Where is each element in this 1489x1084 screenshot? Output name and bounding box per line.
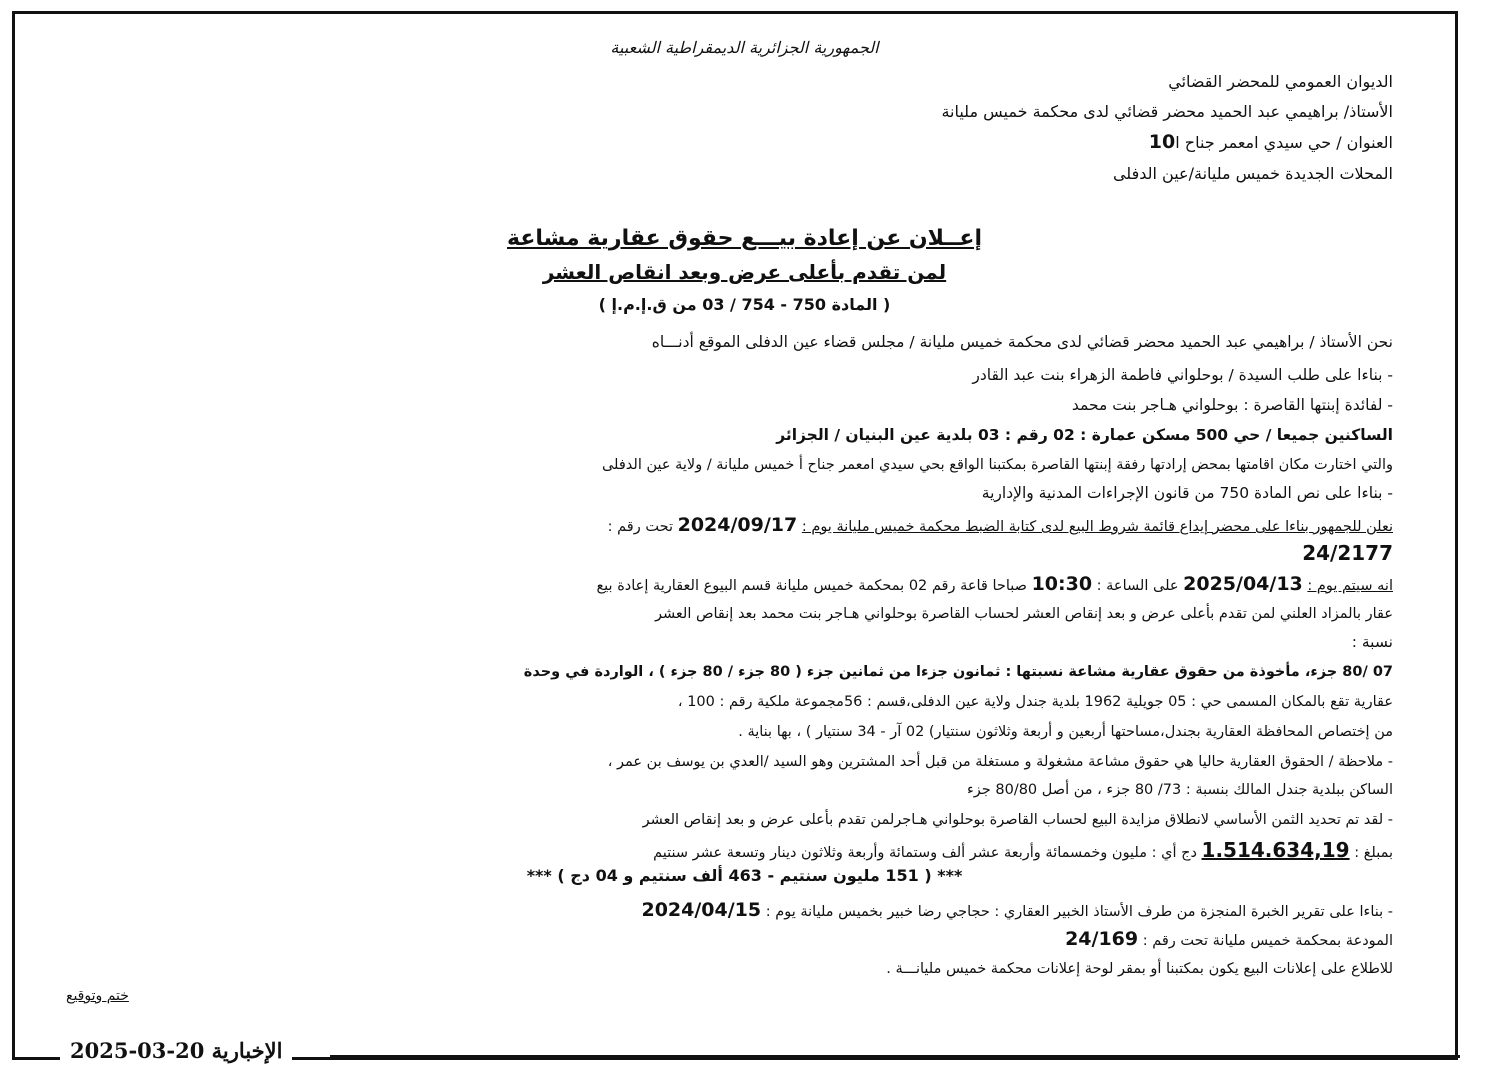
body-line-17: بمبلغ : 1.514.634,19 دج أي : مليون وخمسمائة وأربعة عشر ألف وستمائة وأربعة وثلاثون دينار وتسعة عشر سنتيم: [653, 838, 1393, 862]
body-line-16: - لقد تم تحديد الثمن الأساسي لانطلاق مزايدة البيع لحساب القاصرة بوحلواني هـاجرلمن تقدم بأعلى عرض و بعد إنقاص العشر: [642, 812, 1393, 828]
body-line-8: انه سيتم يوم : 2025/04/13 على الساعة : 10:30 صباحا قاعة رقم 02 بمحكمة خميس مليانة قسم البيوع العقارية إعادة بيع: [596, 573, 1393, 595]
signature-label: ختم وتوقيع: [66, 988, 129, 1004]
body-line-9: عقار بالمزاد العلني لمن تقدم بأعلى عرض و بعد إنقاص العشر لحساب القاصرة بوحلواني هـاجر بنت محمد بعد إنقاص العشر: [655, 606, 1393, 622]
body-line-14: - ملاحظة / الحقوق العقارية حاليا هي حقوق مشاعة مشغولة و مستغلة من قبل أحد المشترين وهو السيد /العدي بن يوسف بن عمر ،: [607, 754, 1393, 770]
office-address: العنوان / حي سيدي امعمر جناح ا10: [1148, 131, 1393, 153]
body-line-7: نعلن للجمهور بناءا على محضر إيداع قائمة شروط البيع لدى كتابة الضبط محكمة خميس مليانة يوم : 2024/09/17 تحت رقم :: [607, 514, 1393, 536]
amount-summary: *** ( 151 مليون سنتيم - 463 ألف سنتيم و 04 دج ) ***: [526, 866, 963, 885]
body-line-10: نسبة :: [1351, 633, 1393, 651]
footer-source-date: الإخبارية 20-03-2025: [60, 1038, 292, 1063]
announcement-subtitle: لمن تقدم بأعلى عرض وبعد انقاص العشر: [542, 260, 947, 284]
deposit-number: 24/2177: [1302, 541, 1393, 565]
bailiff-name: الأستاذ/ براهيمي عبد الحميد محضر قضائي لدى محكمة خميس مليانة: [941, 102, 1393, 121]
body-line-1: نحن الأستاذ / براهيمي عبد الحميد محضر قضائي لدى محكمة خميس مليانة / مجلس قضاء عين الدفلى الموقع أدنـــاه: [651, 333, 1393, 351]
body-line-5: والتي اختارت مكان اقامتها بمحض إرادتها رفقة إبنتها القاصرة بمكتبنا الواقع بحي سيدي امعمر جناح أ خميس مليانة / ولاية عين الدفلى: [601, 457, 1393, 473]
office-area: المحلات الجديدة خميس مليانة/عين الدفلى: [1112, 164, 1393, 183]
article-reference: ( المادة 750 - 754 / 03 من ق.إ.م.إ ): [598, 295, 891, 314]
republic-header: الجمهورية الجزائرية الديمقراطية الشعبية: [610, 38, 879, 57]
announcement-title: إعــلان عن إعادة بيـــع حقوق عقارية مشاعة: [507, 226, 982, 251]
body-line-11: 07 /80 جزء، مأخوذة من حقوق عقارية مشاعة نسبتها : ثمانون جزءا من ثمانين جزء ( 80 جزء / 80 جزء ) ، الواردة في وحدة: [523, 664, 1393, 680]
body-line-15: الساكن ببلدية جندل المالك بنسبة : 73/ 80 جزء ، من أصل 80/80 جزء: [966, 782, 1393, 798]
body-line-13: من إختصاص المحافظة العقارية بجندل،مساحتها أربعين و أربعة وثلاثون سنتيار) 02 آر - 34 سنتيار ) ، بها بناية .: [738, 724, 1393, 740]
body-line-21: للاطلاع على إعلانات البيع يكون بمكتبنا أو بمقر لوحة إعلانات محكمة خميس مليانـــة .: [886, 961, 1393, 977]
office-name: الديوان العمومي للمحضر القضائي: [1168, 72, 1393, 91]
body-line-20: المودعة بمحكمة خميس مليانة تحت رقم : 24/169: [1065, 928, 1393, 950]
body-line-19: - بناءا على تقرير الخبرة المنجزة من طرف الأستاذ الخبير العقاري : حجاجي رضا خبير بخميس مليانة يوم : 2024/04/15: [641, 899, 1393, 921]
body-line-12: عقارية تقع بالمكان المسمى حي : 05 جويلية 1962 بلدية جندل ولاية عين الدفلى،قسم : 56مجموعة ملكية رقم : 100 ،: [677, 694, 1393, 710]
body-line-6: - بناءا على نص المادة 750 من قانون الإجراءات المدنية والإدارية: [981, 484, 1393, 502]
body-line-2: - بناءا على طلب السيدة / بوحلواني فاطمة الزهراء بنت عبد القادر: [972, 366, 1393, 384]
footer-rule: [330, 1055, 1460, 1058]
body-line-4: الساكنين جميعا / حي 500 مسكن عمارة : 02 رقم : 03 بلدية عين البنيان / الجزائر: [776, 426, 1393, 444]
body-line-3: - لفائدة إبنتها القاصرة : بوحلواني هـاجر بنت محمد: [1071, 396, 1393, 414]
